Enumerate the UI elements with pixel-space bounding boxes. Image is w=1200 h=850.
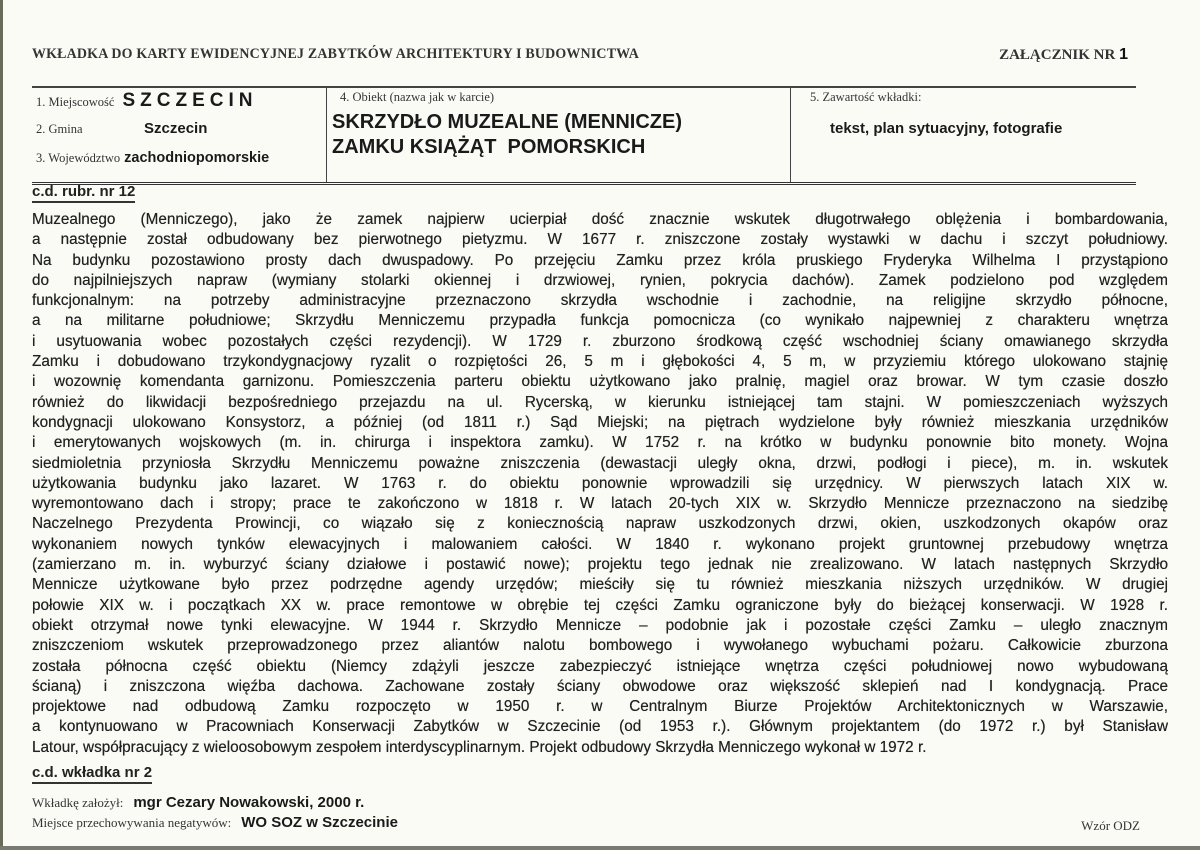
body-line: Muzealnego (Menniczego), jako że zamek najpierw ucierpiał dość znacznie wskutek długotrwałego oblężenia i bombardowania, (32, 211, 1168, 228)
body-line: wykonaniem nowych tynków elewacyjnych i malowaniem całości. W 1840 r. wykonano projekt gruntownej przebudowy wnętrza (32, 535, 1168, 553)
negatives-value: WO SOZ w Szczecinie (241, 814, 398, 831)
body-line: zniszczeniom wskutek przeprowadzonego przez aliantów nalotu bombowego i wywołanego wybuchami pożaru. Całkowicie zburzona (32, 637, 1168, 655)
body-line: i emerytowanych wojskowych (m. in. chirurga i inspektora zamku). W 1752 r. na krótko w budynku ponownie bito monety. Wojna (32, 434, 1168, 452)
body-line: Naczelnego Prezydenta Prowincji, co wiązało się z koniecznością napraw uszkodzonych drzwi, okien, uszkodzonych okapów oraz (32, 515, 1168, 533)
body-line: projektowe nad odbudową Zamku rozpoczęto w 1950 r. w Centralnym Biurze Projektów Architektonicznych w Warszawie, (32, 698, 1168, 716)
body-line: i wozownię komendanta garnizonu. Pomieszczenia parteru obiektu użytkowano jako pralnię, magiel oraz browar. W tym czasie doszło (32, 373, 1168, 391)
body-line: a na militarne południowe; Skrzydłu Menniczemu przypadła funkcja pomocnicza (co wynikało najpewniej z charakteru wnętrza (32, 312, 1168, 330)
body-line: (zamierzano m. in. wyburzyć ściany działowe i postawić nowe); projektu tego jednak nie zrealizowano. W latach następnych Skrzydło (32, 556, 1168, 574)
body-line: użytkowania budynku jako lazaret. W 1763 r. do obiektu ponownie wprowadzili się urzędnicy. W pierwszych latach XIX w. (32, 474, 1168, 492)
template-mark: Wzór ODZ (1081, 818, 1140, 833)
negatives-row (32, 814, 398, 831)
document-title: WKŁADKA DO KARTY EWIDENCYJNEJ ZABYTKÓW ARCHITEKTURY I BUDOWNICTWA (32, 46, 640, 62)
body-line: Latour, współpracujący z wieloosobowym zespołem interdyscyplinarnym. Projekt odbudowy Skrzydła Menniczego wykonał w 1972 r. (32, 738, 927, 756)
body-line: Mennicze użytkowane było przez podrzędne agendy urzędów; mieściły się tu również mieszkania niższych urzędników. W drugiej (32, 576, 1168, 594)
author-value: mgr Cezary Nowakowski, 2000 r. (133, 794, 365, 811)
body-text (32, 210, 1168, 758)
author-row (32, 794, 364, 811)
voivodeship-row (36, 150, 269, 166)
body-line: i usytuowania wobec pozostałych części rezydencji). W 1729 r. zburzono środkową część wschodniej ściany omawianego skrzydła (32, 332, 1168, 350)
commune-row (36, 120, 207, 137)
section-heading-next: c.d. wkładka nr 2 (32, 764, 152, 784)
body-line: wyremontowano dach i stropy; prace te zakończono w 1818 r. W latach 20-tych XIX w. Skrzydło Mennicze przeznaczono na siedzibę (32, 495, 1168, 513)
scan-edge (0, 0, 3, 850)
body-line: również do likwidacji bezpośredniego przejazdu na ul. Rycerską, w kierunku istniejącej tam stajni. W pomieszczeniach wyższych (32, 393, 1168, 411)
negatives-label: Miejsce przechowywania negatywów: (32, 815, 232, 830)
scan-edge-bottom (0, 846, 1200, 850)
voivodeship-value: zachodniopomorskie (124, 150, 270, 166)
body-line: do najpilniejszych napraw (wymiany stolarki okiennej i drzwiowej, rynien, pokrycia dachów). Zamek podzielono pod względem (32, 271, 1168, 289)
body-line: siedmioletnia przyniosła Skrzydłu Menniczemu poważne zniszczenia (dewastacji uległy okna, drzwi, podłogi i piece), m. in. wskutek (32, 454, 1168, 472)
object-name-line1: SKRZYDŁO MUZEALNE (MENNICZE) (332, 111, 682, 133)
body-line: ścianą) i zniszczona więźba dachowa. Zachowane zostały ściany obwodowe oraz większość sklepień nad I kondygnacją. Prace (32, 677, 1168, 695)
attachment-number (999, 46, 1128, 64)
attachment-label: ZAŁĄCZNIK NR (999, 47, 1116, 63)
contents-value: tekst, plan sytuacyjny, fotografie (830, 120, 1063, 137)
locality-label: 1. Miejscowość (36, 95, 115, 109)
locality-value: SZCZECIN (122, 90, 258, 111)
body-line: Zamku i dobudowano trzykondygnacjowy ryzalit o rozpiętości 26, 5 m i głębokości 4, 5 m, w przyziemiu którego ulokowano stajnię (32, 353, 1168, 371)
metadata-table (32, 86, 1136, 185)
commune-label: 2. Gmina (36, 122, 83, 136)
object-label: 4. Obiekt (nazwa jak w karcie) (340, 90, 495, 104)
object-name-line2: ZAMKU KSIĄŻĄT POMORSKICH (332, 136, 646, 158)
object-cell (326, 88, 791, 182)
body-line: Na budynku pozostawiono prosty dach dwuspadowy. Po przejęciu Zamku przez króla pruskiego Fryderyka Wilhelma I przystąpiono (32, 251, 1168, 269)
body-line: połowie XIX w. i początkach XX w. prace remontowe w obrębie tej części Zamku ograniczone były do bieżącej konserwacji. W 1928 r. (32, 596, 1168, 614)
voivodeship-label: 3. Województwo (36, 151, 121, 165)
body-line: a kontynuowano w Pracowniach Konserwacji Zabytków w Szczecinie (od 1953 r.). Głównym projektantem (do 1972 r.) był Stanisław (32, 718, 1168, 736)
section-heading-continued: c.d. rubr. nr 12 (32, 183, 135, 203)
body-line: została północna część obiektu (Niemcy zdążyli jeszcze zabezpieczyć istniejące wnętrza części południowej nowo wybudowaną (32, 657, 1168, 675)
body-line: obiekt otrzymał nowe tynki elewacyjne. W 1944 r. Skrzydło Mennicze – podobnie jak i pozostałe części Zamku – uległo znacznym (32, 616, 1168, 634)
contents-label: 5. Zawartość wkładki: (810, 90, 922, 104)
locality-row (36, 90, 257, 112)
body-line: funkcjonalnym: na potrzeby administracyjne przeznaczono skrzydła wschodnie i zachodnie, na religijne skrzydło północne, (32, 292, 1168, 310)
commune-value: Szczecin (144, 120, 208, 137)
attachment-value: 1 (1119, 46, 1128, 63)
body-line: kondygnacji ulokowano Konsystorz, a później (od 1811 r.) Sąd Miejski; na piętrach wydzielone były również mieszkania urzędników (32, 413, 1168, 431)
object-name (332, 110, 682, 160)
location-cell (32, 88, 327, 182)
author-label: Wkładkę założył: (32, 795, 124, 810)
body-line: a następnie został odbudowany bez pierwotnego pietyzmu. W 1677 r. zniszczone zostały wystawki w dachu i szczyt południowy. (32, 231, 1168, 249)
contents-cell (790, 88, 1136, 182)
